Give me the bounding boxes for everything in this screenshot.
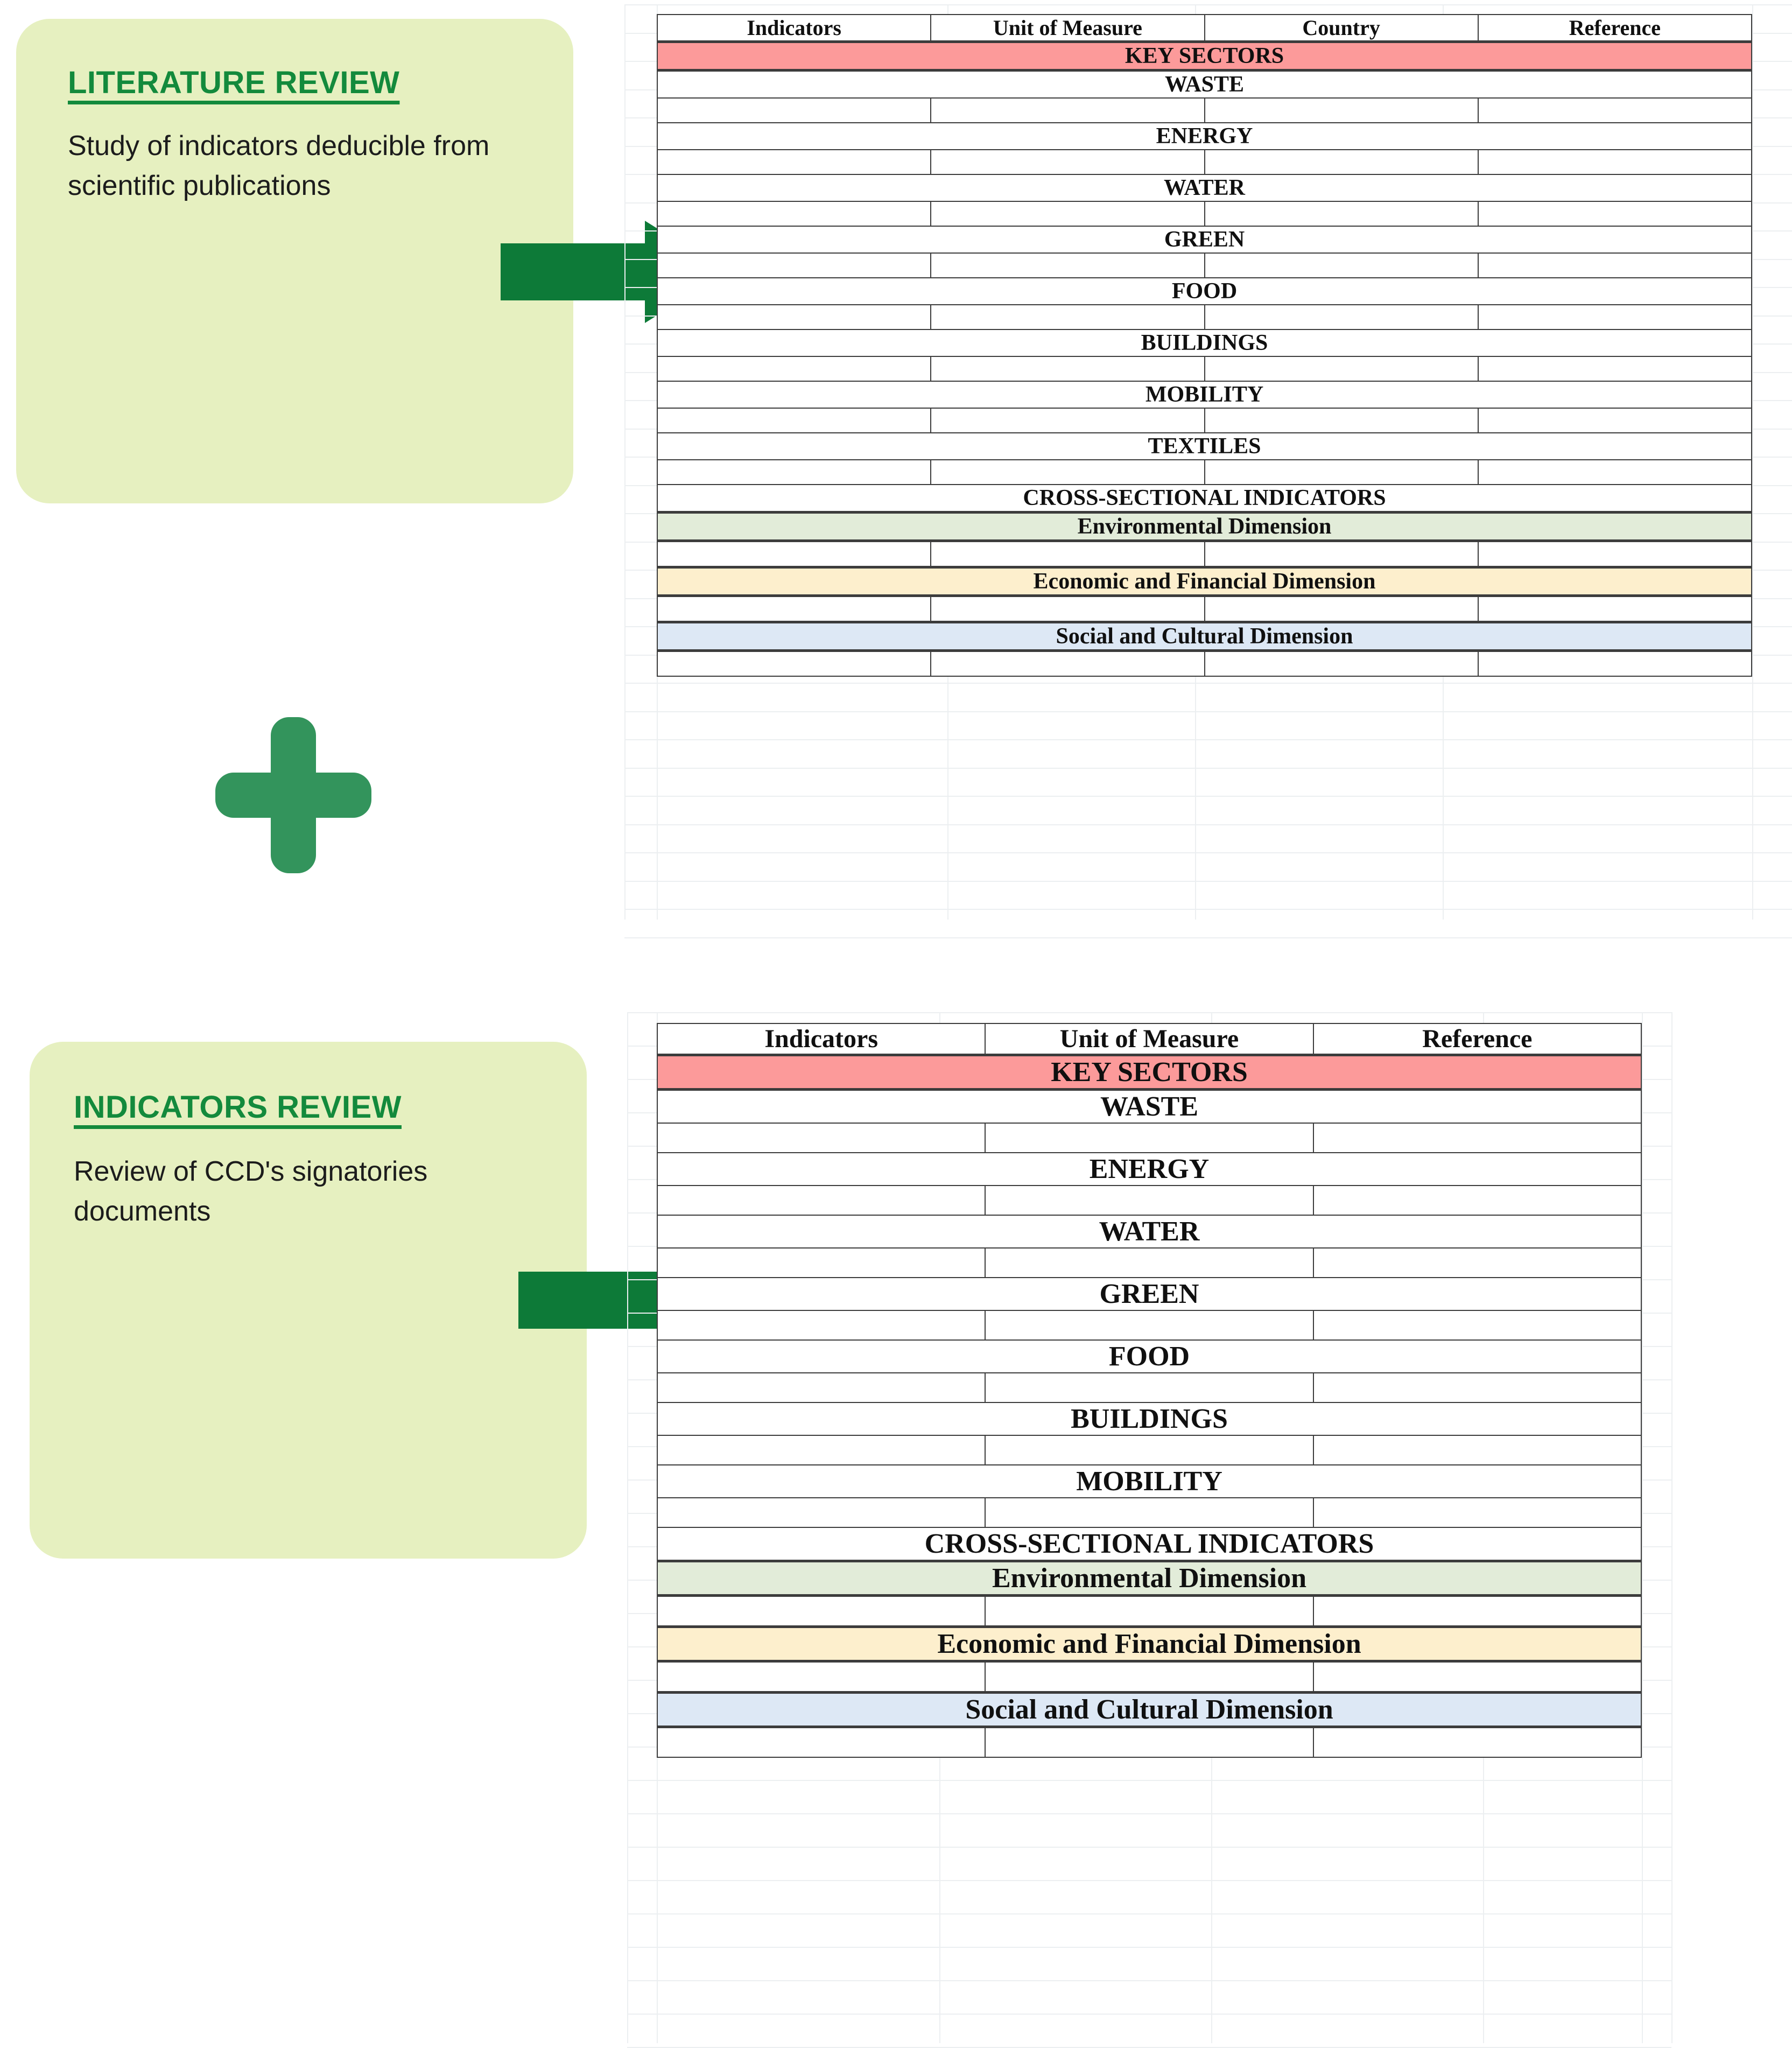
table-row xyxy=(657,1465,1641,1498)
table-row xyxy=(657,1627,1641,1661)
empty-cell xyxy=(931,408,1204,433)
empty-cell xyxy=(1205,651,1478,677)
dimension-band-label: Economic and Financial Dimension xyxy=(657,1627,1641,1661)
plus-icon-vertical-bar xyxy=(271,717,316,873)
empty-cell xyxy=(1478,201,1752,226)
grid-line-horizontal xyxy=(624,768,1792,769)
table-row xyxy=(657,71,1752,99)
grid-line-vertical xyxy=(1642,1012,1643,2043)
table-row xyxy=(657,305,1752,329)
sector-label: WASTE xyxy=(657,71,1752,99)
empty-cell xyxy=(1478,651,1752,677)
table-row xyxy=(657,1023,1641,1055)
grid-line-horizontal xyxy=(624,937,1792,938)
table-row xyxy=(657,42,1752,71)
sector-label: MOBILITY xyxy=(657,381,1752,408)
grid-line-horizontal xyxy=(627,1012,1671,1013)
dimension-band-label: Social and Cultural Dimension xyxy=(657,622,1752,651)
empty-cell xyxy=(1313,1123,1641,1153)
indicators-review-table xyxy=(657,1023,1642,1758)
table-row xyxy=(657,1310,1641,1340)
empty-cell xyxy=(931,253,1204,278)
sector-label: FOOD xyxy=(657,1340,1641,1373)
empty-cell xyxy=(1205,541,1478,567)
empty-cell xyxy=(1478,305,1752,329)
empty-cell xyxy=(931,596,1204,622)
empty-cell xyxy=(1205,150,1478,174)
grid-line-horizontal xyxy=(627,1847,1671,1848)
indicators-review-card xyxy=(30,1042,587,1559)
empty-cell xyxy=(1205,356,1478,381)
table-row xyxy=(657,1596,1641,1627)
empty-cell xyxy=(985,1661,1313,1693)
table-row xyxy=(657,433,1752,460)
grid-line-horizontal xyxy=(624,796,1792,797)
empty-cell xyxy=(1313,1661,1641,1693)
sector-label: GREEN xyxy=(657,226,1752,253)
empty-cell xyxy=(657,201,931,226)
plus-icon xyxy=(215,717,371,873)
empty-cell xyxy=(657,1373,985,1402)
empty-cell xyxy=(985,1186,1313,1215)
empty-cell xyxy=(657,98,931,123)
table-row xyxy=(657,408,1752,433)
empty-cell xyxy=(657,1435,985,1465)
empty-cell xyxy=(657,1727,985,1758)
table-row xyxy=(657,622,1752,651)
literature-review-table xyxy=(657,14,1752,677)
table-row xyxy=(657,1661,1641,1693)
indicators-review-spreadsheet xyxy=(627,1012,1671,2043)
table-row xyxy=(657,1727,1641,1758)
table-row xyxy=(657,596,1752,622)
column-header: Reference xyxy=(1478,15,1752,42)
empty-cell xyxy=(657,460,931,485)
empty-cell xyxy=(985,1727,1313,1758)
empty-cell xyxy=(985,1435,1313,1465)
grid-line-horizontal xyxy=(627,1980,1671,1981)
empty-cell xyxy=(1205,253,1478,278)
column-header: Indicators xyxy=(657,15,931,42)
table-row xyxy=(657,1527,1641,1561)
table-row xyxy=(657,381,1752,408)
grid-line-horizontal xyxy=(627,1880,1671,1881)
sector-label: WATER xyxy=(657,1215,1641,1248)
column-header: Reference xyxy=(1313,1023,1641,1055)
empty-cell xyxy=(657,1596,985,1627)
table-row xyxy=(657,567,1752,596)
empty-cell xyxy=(931,201,1204,226)
empty-cell xyxy=(657,253,931,278)
empty-cell xyxy=(657,651,931,677)
empty-cell xyxy=(1478,460,1752,485)
table-row xyxy=(657,541,1752,567)
grid-line-horizontal xyxy=(624,909,1792,910)
table-row xyxy=(657,651,1752,677)
table-row xyxy=(657,1373,1641,1402)
empty-cell xyxy=(657,1310,985,1340)
column-header: Indicators xyxy=(657,1023,985,1055)
grid-line-horizontal xyxy=(624,711,1792,712)
table-row xyxy=(657,356,1752,381)
empty-cell xyxy=(1478,98,1752,123)
table-row xyxy=(657,485,1752,513)
table-row xyxy=(657,123,1752,150)
sector-label: WASTE xyxy=(657,1090,1641,1124)
sector-label: CROSS-SECTIONAL INDICATORS xyxy=(657,485,1752,513)
empty-cell xyxy=(657,1123,985,1153)
dimension-band-label: Economic and Financial Dimension xyxy=(657,567,1752,596)
empty-cell xyxy=(931,541,1204,567)
empty-cell xyxy=(985,1123,1313,1153)
empty-cell xyxy=(657,1248,985,1278)
table-row xyxy=(657,1435,1641,1465)
empty-cell xyxy=(657,408,931,433)
empty-cell xyxy=(657,356,931,381)
literature-review-description: Study of indicators deducible from scientific publications xyxy=(68,130,490,201)
sector-label: BUILDINGS xyxy=(657,329,1752,356)
empty-cell xyxy=(1478,253,1752,278)
grid-line-horizontal xyxy=(627,1947,1671,1948)
grid-line-horizontal xyxy=(624,4,1792,5)
empty-cell xyxy=(657,1498,985,1527)
table-row xyxy=(657,278,1752,305)
sector-label: MOBILITY xyxy=(657,1465,1641,1498)
empty-cell xyxy=(1478,541,1752,567)
sector-label: ENERGY xyxy=(657,123,1752,150)
empty-cell xyxy=(657,150,931,174)
table-row xyxy=(657,1248,1641,1278)
empty-cell xyxy=(1313,1435,1641,1465)
sector-label: ENERGY xyxy=(657,1153,1641,1186)
grid-line-horizontal xyxy=(627,1913,1671,1914)
sector-label: FOOD xyxy=(657,278,1752,305)
table-row xyxy=(657,1123,1641,1153)
table-row xyxy=(657,253,1752,278)
grid-line-horizontal xyxy=(624,824,1792,825)
grid-line-horizontal xyxy=(624,852,1792,853)
column-header: Country xyxy=(1205,15,1478,42)
empty-cell xyxy=(1205,98,1478,123)
grid-line-vertical xyxy=(624,4,626,920)
table-row xyxy=(657,150,1752,174)
empty-cell xyxy=(1478,150,1752,174)
empty-cell xyxy=(657,541,931,567)
table-row xyxy=(657,1055,1641,1090)
dimension-band-label: KEY SECTORS xyxy=(657,42,1752,71)
table-row xyxy=(657,226,1752,253)
empty-cell xyxy=(1313,1310,1641,1340)
grid-line-vertical xyxy=(1752,4,1753,920)
empty-cell xyxy=(1205,596,1478,622)
empty-cell xyxy=(1205,305,1478,329)
literature-review-card xyxy=(16,19,573,503)
empty-cell xyxy=(931,305,1204,329)
grid-line-horizontal xyxy=(624,881,1792,882)
table-row xyxy=(657,174,1752,201)
empty-cell xyxy=(1313,1596,1641,1627)
empty-cell xyxy=(985,1248,1313,1278)
table-row xyxy=(657,460,1752,485)
column-header: Unit of Measure xyxy=(931,15,1204,42)
empty-cell xyxy=(1313,1373,1641,1402)
empty-cell xyxy=(1313,1248,1641,1278)
empty-cell xyxy=(657,1186,985,1215)
table-row xyxy=(657,1498,1641,1527)
empty-cell xyxy=(931,98,1204,123)
table-row xyxy=(657,1153,1641,1186)
empty-cell xyxy=(985,1373,1313,1402)
table-row xyxy=(657,1693,1641,1727)
table-row xyxy=(657,1215,1641,1248)
empty-cell xyxy=(985,1310,1313,1340)
dimension-band-label: KEY SECTORS xyxy=(657,1055,1641,1090)
empty-cell xyxy=(931,460,1204,485)
empty-cell xyxy=(1313,1727,1641,1758)
empty-cell xyxy=(657,1661,985,1693)
grid-line-horizontal xyxy=(624,739,1792,740)
empty-cell xyxy=(1205,408,1478,433)
grid-line-horizontal xyxy=(627,2014,1671,2015)
table-row xyxy=(657,1561,1641,1596)
literature-review-spreadsheet xyxy=(624,4,1792,920)
sector-label: BUILDINGS xyxy=(657,1402,1641,1435)
empty-cell xyxy=(1313,1498,1641,1527)
column-header: Unit of Measure xyxy=(985,1023,1313,1055)
table-row xyxy=(657,1340,1641,1373)
table-row xyxy=(657,15,1752,42)
sector-label: WATER xyxy=(657,174,1752,201)
dimension-band-label: Social and Cultural Dimension xyxy=(657,1693,1641,1727)
grid-line-horizontal xyxy=(627,1780,1671,1781)
empty-cell xyxy=(985,1596,1313,1627)
sector-label: TEXTILES xyxy=(657,433,1752,460)
sector-label: CROSS-SECTIONAL INDICATORS xyxy=(657,1527,1641,1561)
table-row xyxy=(657,1090,1641,1124)
table-row xyxy=(657,329,1752,356)
grid-line-horizontal xyxy=(624,683,1792,684)
empty-cell xyxy=(1313,1186,1641,1215)
empty-cell xyxy=(1205,201,1478,226)
table-row xyxy=(657,513,1752,541)
grid-line-vertical xyxy=(627,1012,628,2043)
empty-cell xyxy=(1478,408,1752,433)
empty-cell xyxy=(931,356,1204,381)
dimension-band-label: Environmental Dimension xyxy=(657,1561,1641,1596)
indicators-review-description: Review of CCD's signatories documents xyxy=(74,1156,428,1227)
indicators-review-title: INDICATORS REVIEW xyxy=(74,1090,402,1125)
grid-line-horizontal xyxy=(627,1813,1671,1814)
empty-cell xyxy=(1478,596,1752,622)
empty-cell xyxy=(985,1498,1313,1527)
empty-cell xyxy=(1478,356,1752,381)
literature-review-title: LITERATURE REVIEW xyxy=(68,65,400,100)
empty-cell xyxy=(657,305,931,329)
table-row xyxy=(657,201,1752,226)
empty-cell xyxy=(1205,460,1478,485)
table-row xyxy=(657,1278,1641,1310)
empty-cell xyxy=(657,596,931,622)
dimension-band-label: Environmental Dimension xyxy=(657,513,1752,541)
grid-line-vertical xyxy=(1671,1012,1672,2043)
empty-cell xyxy=(931,150,1204,174)
empty-cell xyxy=(931,651,1204,677)
table-row xyxy=(657,1402,1641,1435)
table-row xyxy=(657,1186,1641,1215)
table-row xyxy=(657,98,1752,123)
sector-label: GREEN xyxy=(657,1278,1641,1310)
